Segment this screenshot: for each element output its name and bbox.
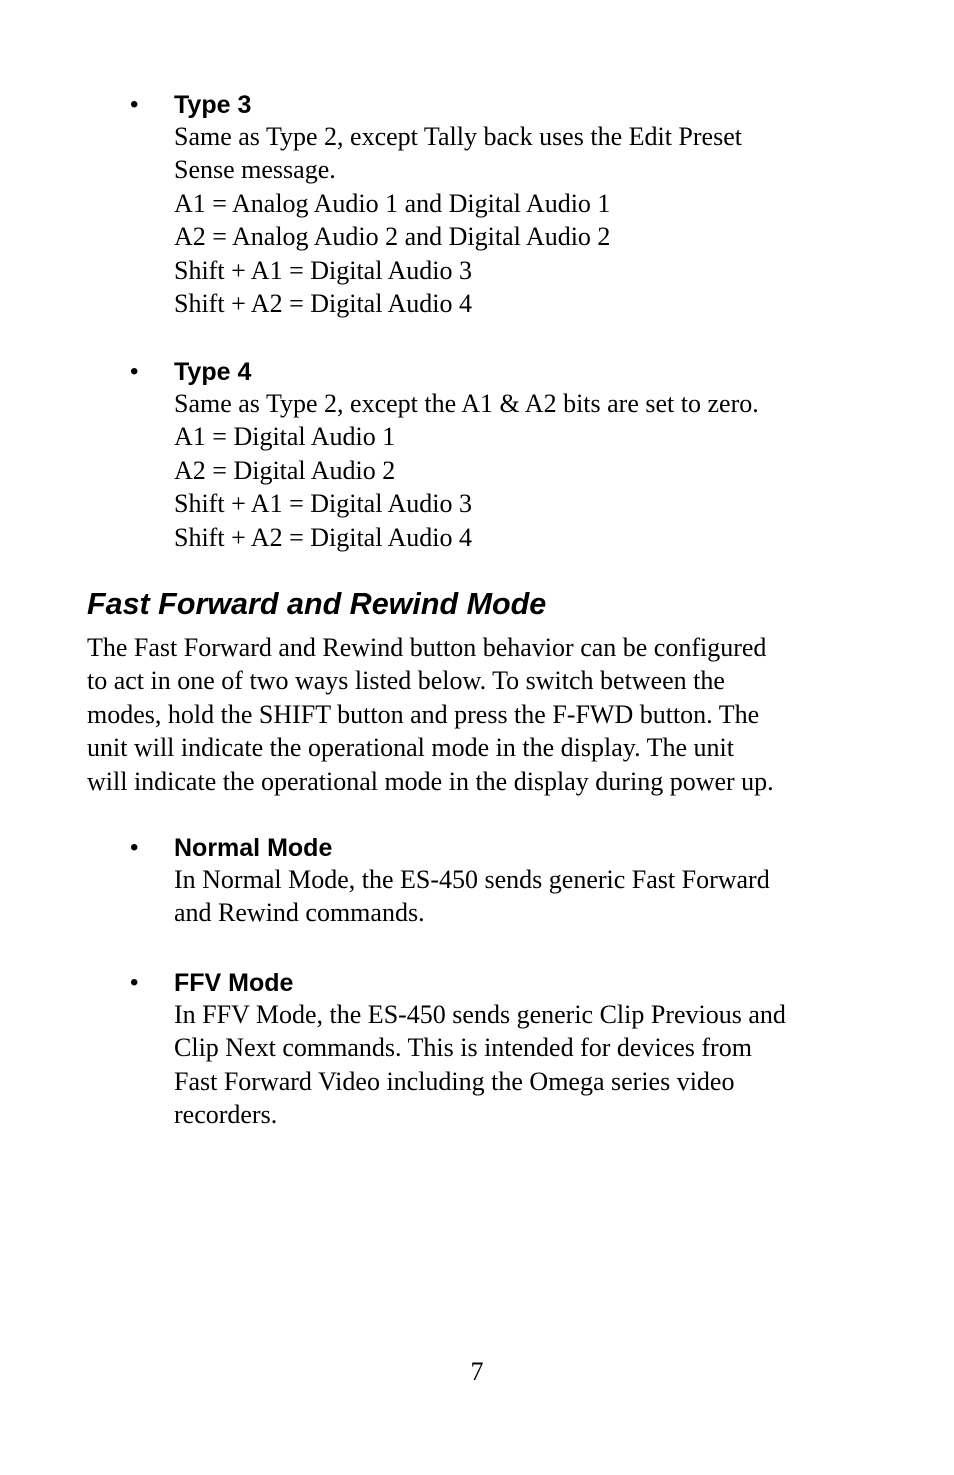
text-line: Shift + A1 = Digital Audio 3 [174, 255, 473, 285]
section-paragraph [87, 631, 887, 798]
text-line: recorders. [174, 1100, 278, 1130]
text-line: In FFV Mode, the ES-450 sends generic Clip Previous and [174, 1000, 786, 1029]
text-line: A2 = Digital Audio 2 [174, 455, 396, 485]
list-item-type-4 [130, 357, 870, 554]
text-line: Same as Type 2, except the A1 & A2 bits are set to zero. [174, 389, 759, 418]
text-line: modes, hold the SHIFT button and press the F-FWD button. The [87, 699, 760, 729]
item-body [174, 863, 870, 930]
item-title: FFV Mode [174, 969, 294, 997]
list-item-ffv-mode [130, 968, 870, 1132]
bullet-icon: • [130, 91, 139, 118]
item-title: Type 3 [174, 91, 252, 119]
text-line: A1 = Analog Audio 1 and Digital Audio 1 [174, 188, 611, 218]
item-title: Normal Mode [174, 834, 333, 862]
item-body [174, 998, 870, 1132]
text-line: In Normal Mode, the ES-450 sends generic Fast Forward [174, 865, 770, 894]
text-line: Same as Type 2, except Tally back uses the Edit Preset [174, 122, 742, 151]
page-number: 7 [470, 1357, 484, 1386]
text-line: The Fast Forward and Rewind button behavior can be configured [87, 633, 767, 662]
section-heading: Fast Forward and Rewind Mode [87, 587, 547, 621]
text-line: Sense message. [174, 155, 336, 185]
bullet-icon: • [130, 834, 139, 861]
item-body [174, 387, 870, 554]
text-line: Shift + A2 = Digital Audio 4 [174, 522, 473, 552]
item-title: Type 4 [174, 358, 252, 386]
text-line: to act in one of two ways listed below. To switch between the [87, 666, 725, 696]
list-item-type-3 [130, 90, 870, 320]
bullet-icon: • [130, 358, 139, 385]
text-line: Shift + A2 = Digital Audio 4 [174, 289, 473, 319]
text-line: and Rewind commands. [174, 898, 425, 928]
bullet-icon: • [130, 969, 139, 996]
text-line: Fast Forward Video including the Omega series video [174, 1066, 735, 1096]
item-body [174, 120, 870, 320]
text-line: will indicate the operational mode in the display during power up. [87, 766, 774, 796]
text-line: unit will indicate the operational mode in the display. The unit [87, 733, 734, 763]
text-line: A1 = Digital Audio 1 [174, 422, 396, 452]
text-line: A2 = Analog Audio 2 and Digital Audio 2 [174, 222, 611, 252]
text-line: Clip Next commands. This is intended for devices from [174, 1033, 752, 1063]
text-line: Shift + A1 = Digital Audio 3 [174, 489, 473, 519]
list-item-normal-mode [130, 833, 870, 930]
